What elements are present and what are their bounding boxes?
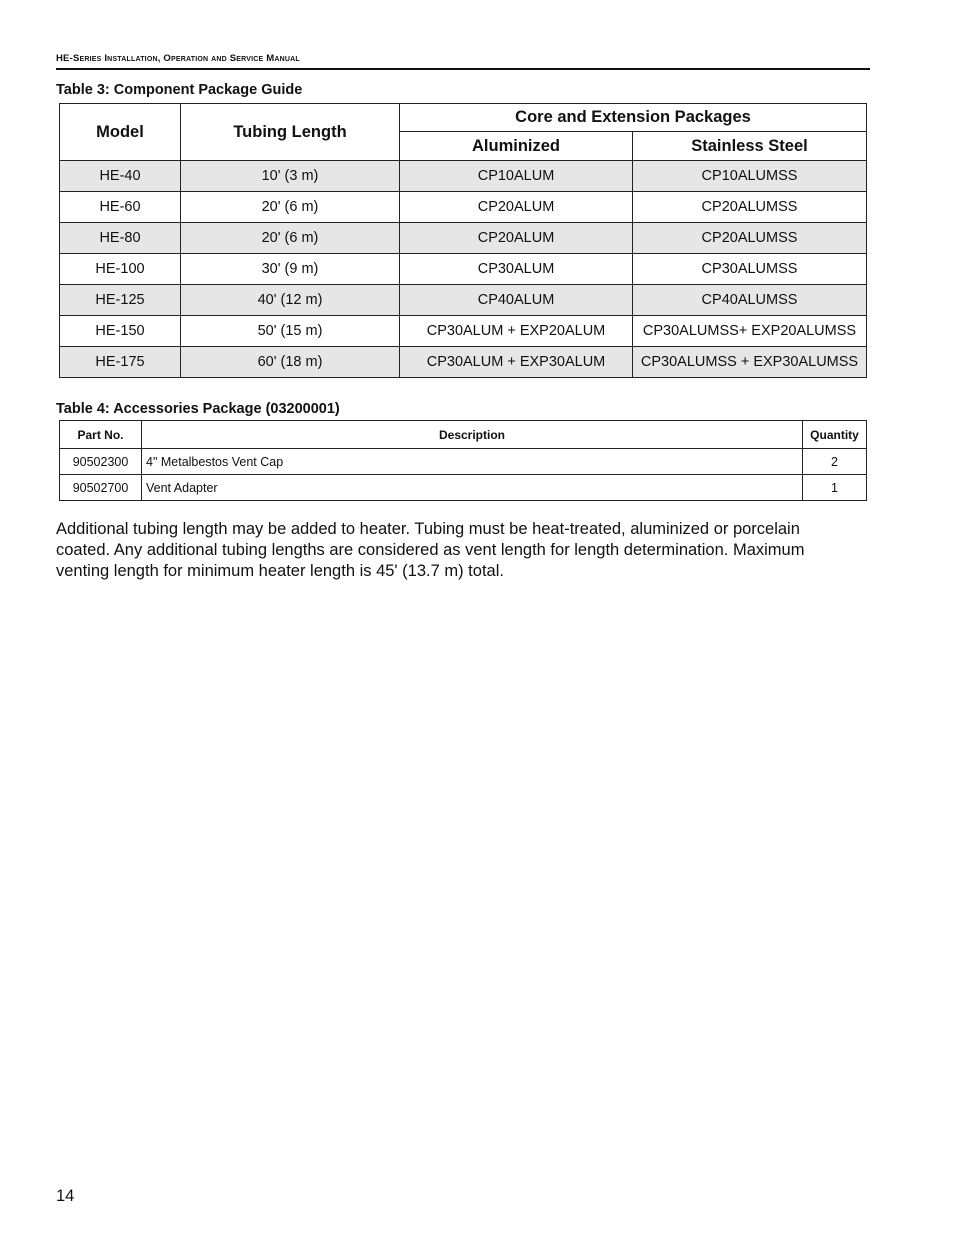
cell-stainless: CP40ALUMSS: [633, 285, 867, 316]
component-package-table: [59, 103, 867, 378]
cell-aluminized: CP20ALUM: [400, 223, 633, 254]
cell-aluminized: CP10ALUM: [400, 161, 633, 192]
cell-length: 60' (18 m): [181, 347, 400, 378]
cell-length: 20' (6 m): [181, 192, 400, 223]
table-row: [60, 347, 867, 378]
cell-model: HE-40: [60, 161, 181, 192]
accessories-package-table: [59, 420, 867, 501]
cell-description: Vent Adapter: [142, 475, 803, 501]
cell-quantity: 2: [803, 449, 867, 475]
cell-part-no: 90502300: [60, 449, 142, 475]
cell-length: 30' (9 m): [181, 254, 400, 285]
header-aluminized: Aluminized: [400, 132, 633, 161]
header-part-no: Part No.: [60, 421, 142, 449]
cell-model: HE-125: [60, 285, 181, 316]
table-row: [60, 475, 867, 501]
page-number: 14: [56, 1187, 75, 1205]
cell-length: 40' (12 m): [181, 285, 400, 316]
cell-model: HE-175: [60, 347, 181, 378]
cell-quantity: 1: [803, 475, 867, 501]
cell-model: HE-100: [60, 254, 181, 285]
cell-aluminized: CP30ALUM + EXP30ALUM: [400, 347, 633, 378]
cell-description: 4" Metalbestos Vent Cap: [142, 449, 803, 475]
cell-part-no: 90502700: [60, 475, 142, 501]
header-model: Model: [60, 104, 181, 161]
cell-length: 10' (3 m): [181, 161, 400, 192]
table3-caption: Table 3: Component Package Guide: [56, 82, 303, 98]
cell-aluminized: CP40ALUM: [400, 285, 633, 316]
cell-stainless: CP30ALUMSS + EXP30ALUMSS: [633, 347, 867, 378]
table-row: [60, 449, 867, 475]
cell-aluminized: CP30ALUM: [400, 254, 633, 285]
table-row: [60, 254, 867, 285]
cell-length: 20' (6 m): [181, 223, 400, 254]
table-row: [60, 285, 867, 316]
cell-model: HE-60: [60, 192, 181, 223]
header-quantity: Quantity: [803, 421, 867, 449]
cell-stainless: CP10ALUMSS: [633, 161, 867, 192]
table-row: [60, 192, 867, 223]
cell-stainless: CP20ALUMSS: [633, 192, 867, 223]
header-core-extension-packages: Core and Extension Packages: [400, 104, 867, 132]
header-description: Description: [142, 421, 803, 449]
cell-stainless: CP30ALUMSS+ EXP20ALUMSS: [633, 316, 867, 347]
cell-length: 50' (15 m): [181, 316, 400, 347]
header-tubing-length: Tubing Length: [181, 104, 400, 161]
header-rule: [56, 68, 870, 70]
table-row: [60, 161, 867, 192]
cell-stainless: CP20ALUMSS: [633, 223, 867, 254]
cell-model: HE-80: [60, 223, 181, 254]
cell-model: HE-150: [60, 316, 181, 347]
table-row: [60, 223, 867, 254]
running-header: HE-Series Installation, Operation and Service Manual: [56, 53, 300, 64]
table-row: [60, 316, 867, 347]
cell-stainless: CP30ALUMSS: [633, 254, 867, 285]
header-stainless-steel: Stainless Steel: [633, 132, 867, 161]
cell-aluminized: CP30ALUM + EXP20ALUM: [400, 316, 633, 347]
table4-caption: Table 4: Accessories Package (03200001): [56, 401, 340, 417]
body-paragraph: Additional tubing length may be added to heater. Tubing must be heat-treated, aluminized or porcelain coated. Any additional tubing lengths are considered as vent length for length determination. Maximum venting length for minimum heater length is 45' (13.7 m) total.: [56, 520, 805, 580]
cell-aluminized: CP20ALUM: [400, 192, 633, 223]
